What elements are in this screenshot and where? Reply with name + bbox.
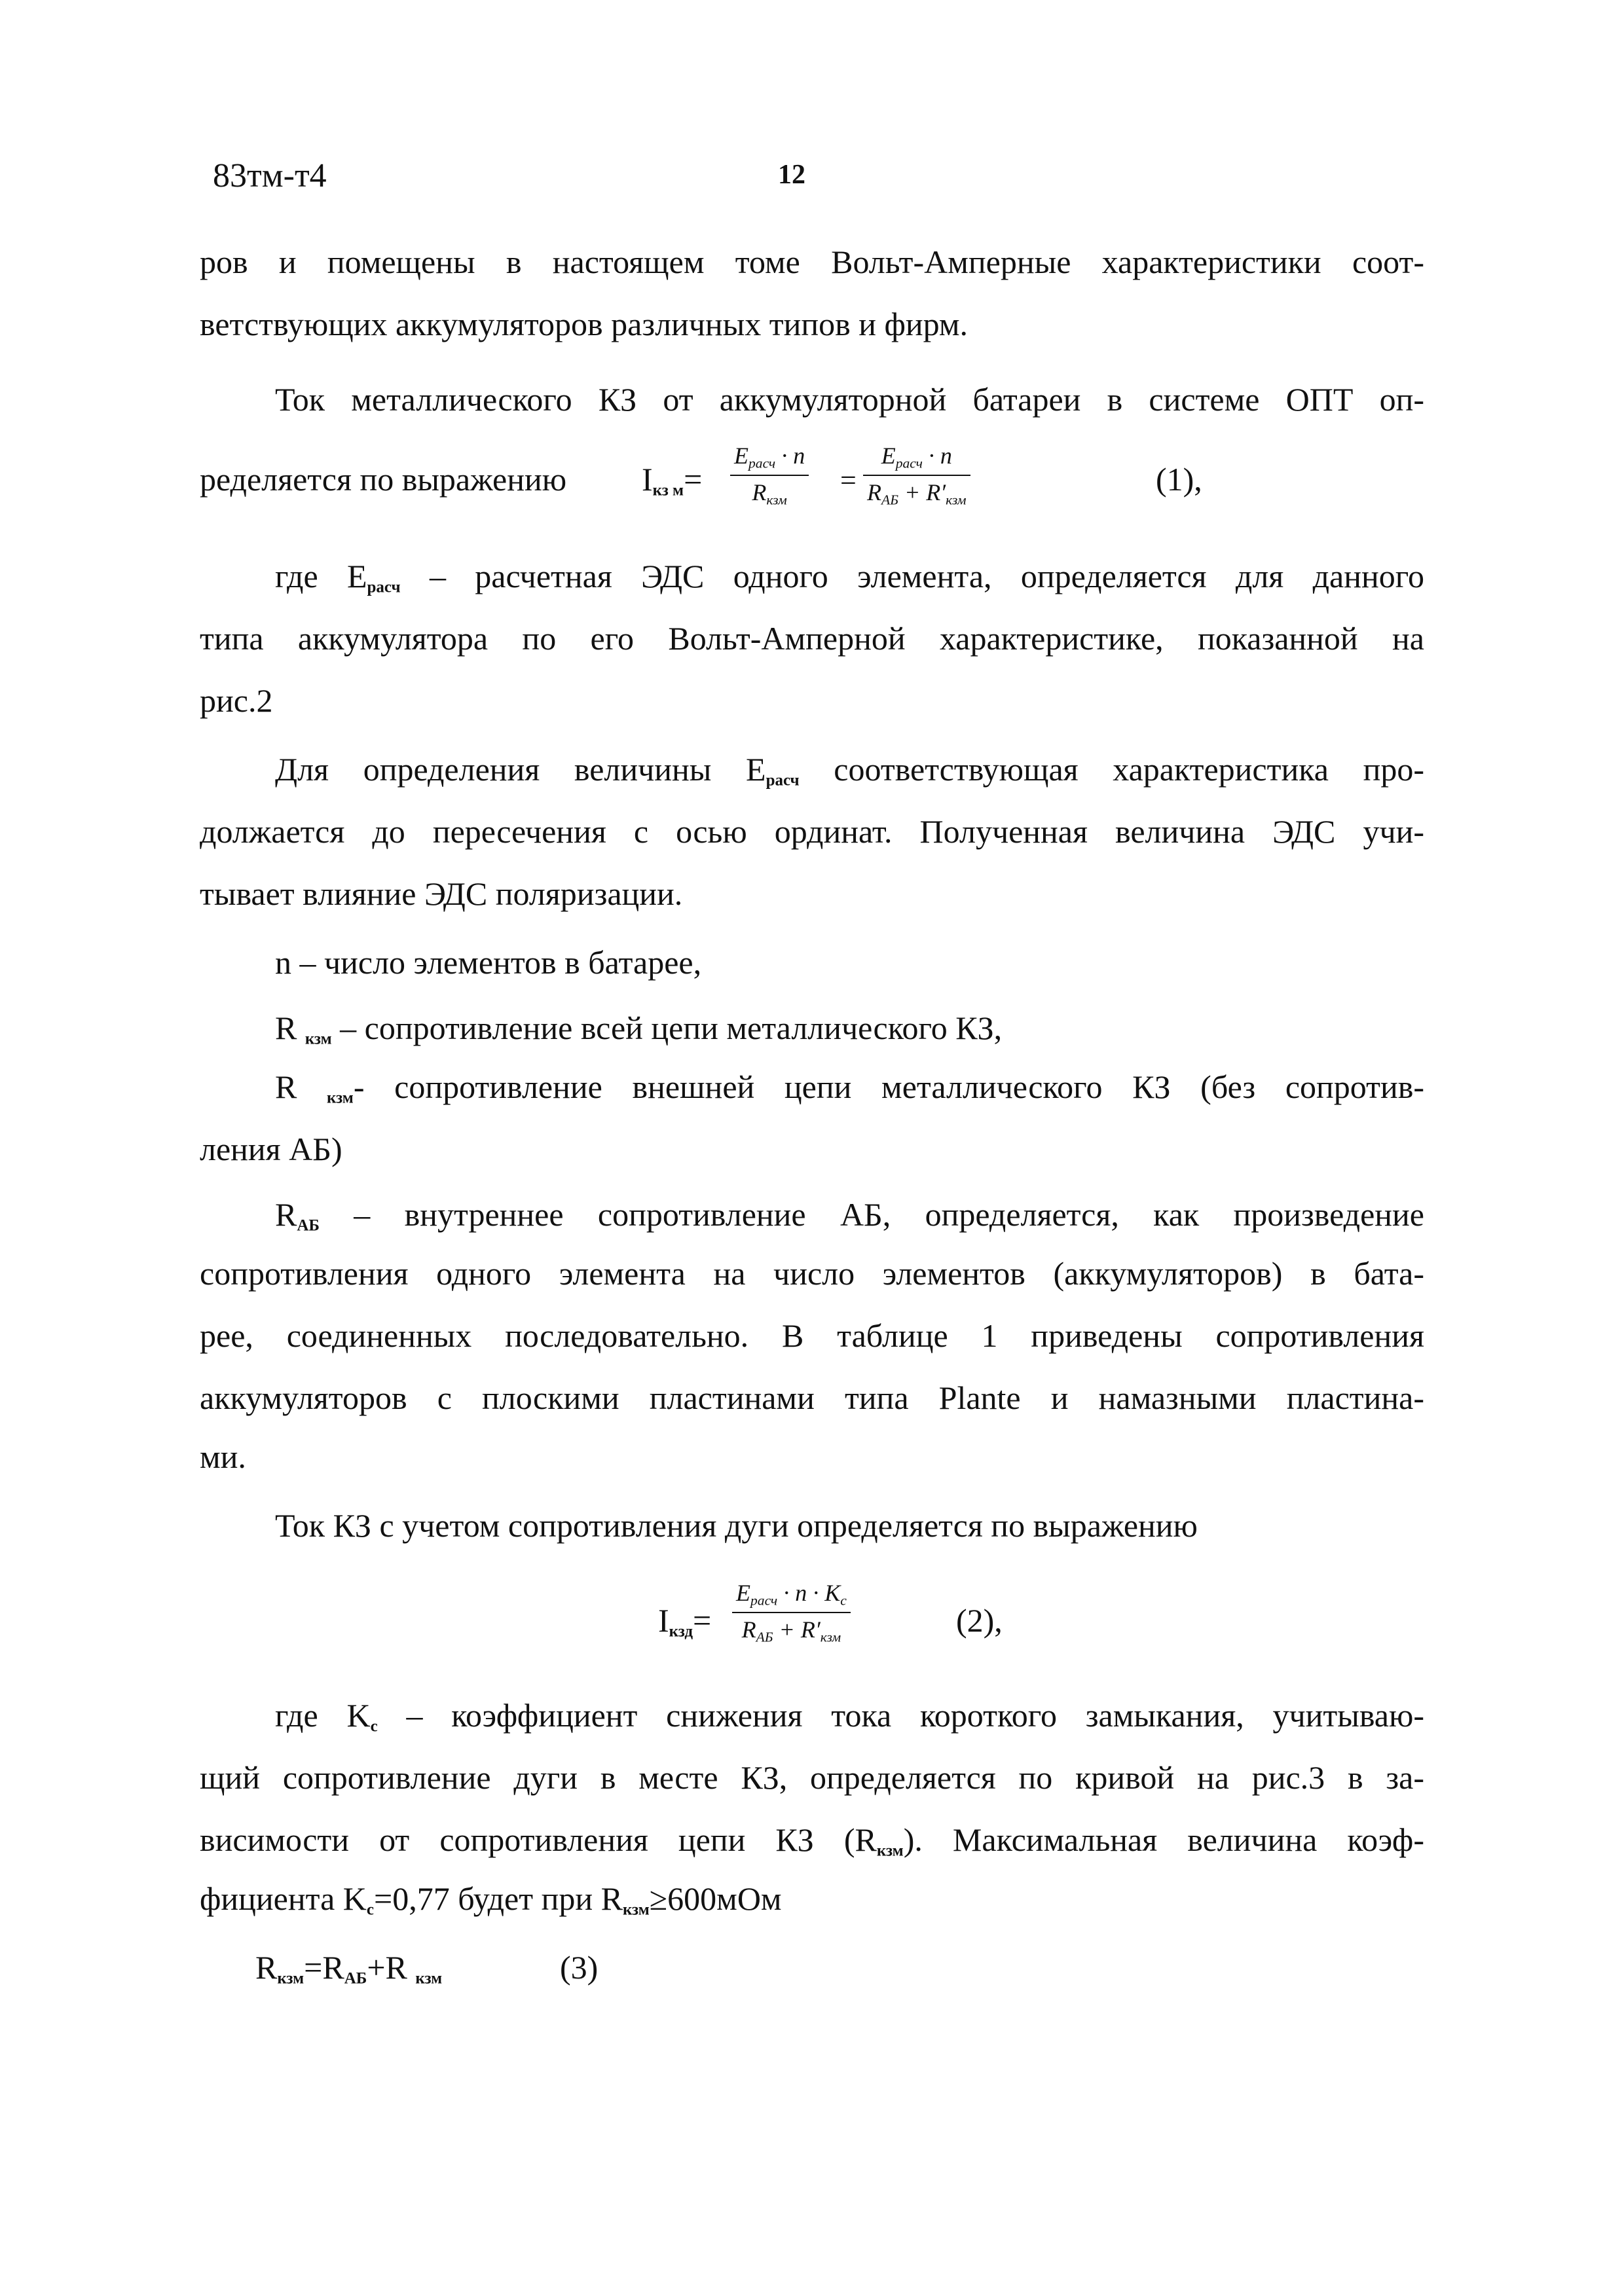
eq1-frac1-numerator: $E_{расч} \cdot n$ bbox=[734, 443, 805, 471]
para8-line3: рее, соединенных последовательно. В таблице 1 приведены сопротивления bbox=[200, 1317, 1424, 1354]
eq1-equals-sign: = bbox=[840, 464, 857, 496]
para1-line2: ветствующих аккумуляторов различных типов и фирм. bbox=[200, 306, 969, 342]
para8-line2: сопротивления одного элемента на число элементов (аккумуляторов) в бата- bbox=[200, 1255, 1424, 1292]
para6-line1: R $_{кзм}$ – сопротивление всей цепи металлического КЗ, bbox=[275, 1010, 1003, 1048]
para3-line1: где $E_{расч}$ – расчетная ЭДС одного элемента, определяется для данного bbox=[275, 558, 1425, 596]
para10-line1: где $K_c$ – коэффициент снижения тока короткого замыкания, учитываю- bbox=[275, 1697, 1424, 1736]
para7-line2: ления АБ) bbox=[200, 1131, 342, 1167]
eq3-number: (3) bbox=[560, 1949, 599, 1986]
para4-line1: Для определения величины $E_{расч}$ соответствующая характеристика про- bbox=[275, 751, 1425, 790]
eq2-denominator: $R_{АБ} + R'_{кзм}$ bbox=[741, 1616, 841, 1645]
eq2-numerator: $E_{расч} \cdot n \cdot K_c$ bbox=[736, 1580, 847, 1609]
para7-line1: R $_{кзм}$- сопротивление внешней цепи металлического КЗ (без сопротив- bbox=[275, 1068, 1424, 1107]
para2-line2-text: ределяется по выражению bbox=[200, 461, 567, 498]
para4-line2: должается до пересечения с осью ординат. Полученная величина ЭДС учи- bbox=[200, 813, 1424, 850]
eq1-frac1-denominator: $R_{кзм}$ bbox=[752, 479, 787, 508]
eq2-lhs: $I_{кзд}=$ bbox=[658, 1602, 712, 1641]
eq1-frac2-denominator: $R_{АБ} + R'_{кзм}$ bbox=[867, 479, 967, 508]
para3-line3: рис.2 bbox=[200, 682, 273, 719]
eq2-number: (2), bbox=[956, 1602, 1003, 1639]
para4-line3: тывает влияние ЭДС поляризации. bbox=[200, 875, 683, 912]
eq2-fraction bbox=[732, 1579, 851, 1647]
para2-line1: Ток металлического КЗ от аккумуляторной батареи в системе ОПТ оп- bbox=[275, 381, 1424, 418]
eq3-expression: $R_{кзм}=R_{АБ}+R$ $_{кзм}$ bbox=[255, 1949, 443, 1988]
eq1-number: (1), bbox=[1156, 461, 1202, 498]
para1-line1: ров и помещены в настоящем томе Вольт-Амперные характеристики соот- bbox=[200, 244, 1424, 280]
para8-line5: ми. bbox=[200, 1438, 246, 1475]
para5-line1: n – число элементов в батарее, bbox=[275, 944, 702, 981]
para3-line2: типа аккумулятора по его Вольт-Амперной характеристике, показанной на bbox=[200, 620, 1424, 657]
para2-line2 bbox=[200, 460, 566, 499]
page-number: 12 bbox=[778, 160, 805, 190]
eq1-fraction-2 bbox=[863, 442, 970, 509]
document-code: 83тм-т4 bbox=[213, 157, 327, 194]
eq1-fraction-1 bbox=[730, 442, 809, 509]
eq1-lhs: $I_{кз м}=$ bbox=[642, 461, 703, 500]
para8-line1: $R_{АБ}$ – внутреннее сопротивление АБ, определяется, как произведение bbox=[275, 1196, 1424, 1235]
para8-line4: аккумуляторов с плоскими пластинами типа Plante и намазными пластина- bbox=[200, 1379, 1424, 1416]
para10-line2: щий сопротивление дуги в месте КЗ, определяется по кривой на рис.3 в за- bbox=[200, 1759, 1424, 1796]
eq1-frac2-numerator: $E_{расч} \cdot n$ bbox=[881, 443, 952, 471]
para10-line3: висимости от сопротивления цепи КЗ $(R_{кзм})$. Максимальная величина коэф- bbox=[200, 1821, 1424, 1860]
para10-line4: фициента $K_c=0,77$ будет при $R_{кзм}\ge 600мОм$ bbox=[200, 1880, 782, 1919]
para9-line1: Ток КЗ с учетом сопротивления дуги определяется по выражению bbox=[275, 1507, 1198, 1544]
